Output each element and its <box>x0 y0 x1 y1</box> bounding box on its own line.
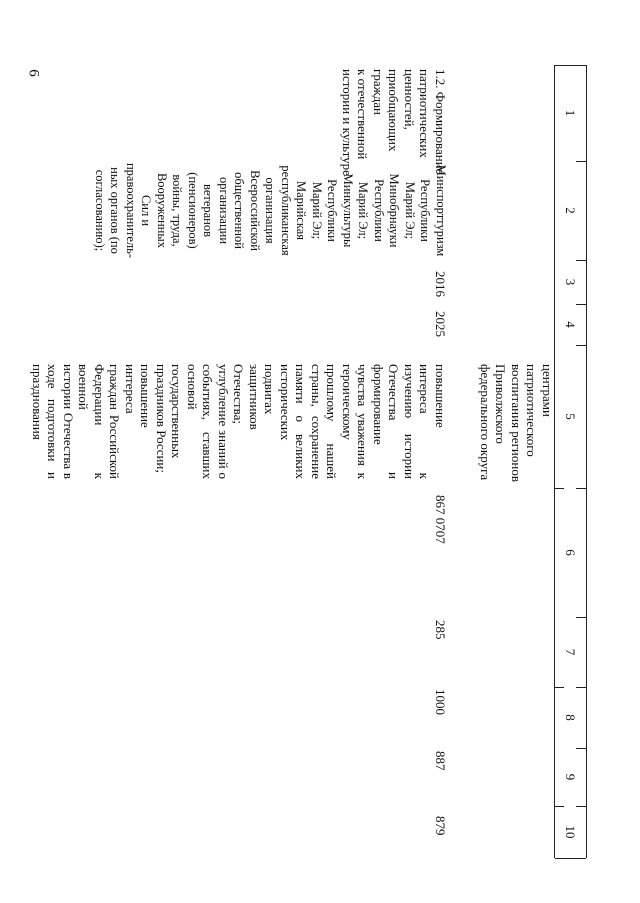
header-col-5: 5 <box>563 413 578 420</box>
text-line: изучению истории <box>402 364 417 479</box>
text-line: приобщающих <box>386 69 402 152</box>
header-col-9: 9 <box>563 773 578 781</box>
text-line: Марий Эл; <box>403 181 417 240</box>
header-col-7: 7 <box>563 648 578 656</box>
header-border-right <box>555 858 586 859</box>
text-line: Минобрнауки <box>387 173 402 248</box>
text-line: Федерации к военной <box>76 364 107 479</box>
text-line: государственных <box>169 364 185 459</box>
row-1-2-start-year: 2016 <box>433 271 448 297</box>
text-line: к отечественной <box>355 69 371 160</box>
text-line: празднования <box>30 364 45 440</box>
text-line: формирование <box>371 364 386 445</box>
text-line: организации <box>217 176 231 245</box>
text-line: федерального округа <box>478 364 493 481</box>
header-col-10: 10 <box>563 825 578 839</box>
text-line: исторических <box>278 364 293 441</box>
text-line: Марий Эл; <box>356 181 371 240</box>
text-line: праздников России; <box>154 364 169 473</box>
header-separator <box>555 488 564 489</box>
header-separator <box>576 260 586 261</box>
header-separator <box>576 345 586 346</box>
text-line: Минкультуры <box>341 173 355 248</box>
row-1-2-value-col7: 285 <box>433 620 448 640</box>
text-line: республиканская <box>279 165 293 256</box>
header-separator <box>555 806 564 807</box>
text-line: (пенсионеров) <box>186 172 200 249</box>
text-line: Республики <box>372 179 386 242</box>
text-line: повышение интереса к <box>417 364 448 479</box>
text-line: граждан Российской <box>107 364 123 479</box>
header-col-2: 2 <box>563 207 578 214</box>
table-header <box>554 65 587 858</box>
header-separator <box>555 687 564 688</box>
row-1-2-value-col10: 879 <box>433 816 448 836</box>
header-separator <box>576 488 586 489</box>
text-line: патриотических <box>417 69 433 158</box>
text-line: воспитания регионов <box>509 364 524 482</box>
text-line: основой <box>185 364 200 410</box>
rotated-table <box>30 65 587 858</box>
text-line: повышение интереса <box>123 364 154 428</box>
header-col-3: 3 <box>563 278 578 286</box>
row-1-2-total-funding: 867 0707 <box>433 495 448 544</box>
text-line: войны, труда, <box>170 174 185 247</box>
header-col-6: 6 <box>563 549 578 556</box>
row-1-2-expected-results <box>30 364 449 479</box>
text-line: ветеранов <box>201 183 216 238</box>
text-line: Всероссийской <box>248 170 262 251</box>
text-line: Республики <box>418 179 433 242</box>
text-line: героическому <box>340 364 355 440</box>
text-line: центрами <box>540 364 555 417</box>
text-line: углубление знаний о <box>216 364 231 479</box>
text-line: ценностей, <box>402 69 417 130</box>
text-line: согласованию); <box>93 169 107 252</box>
text-line: чувства уважения к <box>355 364 371 479</box>
text-line: ходе подготовки и <box>45 364 61 479</box>
text-line: патриотического <box>524 364 540 457</box>
text-line: Республики <box>325 179 340 242</box>
text-line: Марий Эл; <box>310 181 324 240</box>
row-1-2-value-col9: 887 <box>433 751 448 771</box>
text-line: Марийская <box>294 180 309 241</box>
text-line: Минспорттуризм <box>434 164 448 257</box>
header-separator <box>576 806 586 807</box>
header-separator <box>576 617 586 618</box>
row-1-2-end-year: 2025 <box>433 311 448 337</box>
header-col-8: 8 <box>563 714 578 721</box>
text-line: Вооруженных <box>155 172 169 249</box>
text-line: Отечества; <box>231 364 247 424</box>
text-line: Отечества и <box>386 364 402 479</box>
text-line: страны, сохранение <box>309 364 324 479</box>
text-line: организация <box>263 177 278 244</box>
header-separator <box>576 304 586 305</box>
row-1-2-executors <box>92 161 449 260</box>
text-line: подвигах защитников <box>247 364 278 430</box>
row-1-2-goal <box>340 69 449 174</box>
header-col-4: 4 <box>563 321 578 328</box>
header-separator <box>576 687 586 688</box>
text-line: Приволжского <box>493 364 509 444</box>
text-line: истории Отечества в <box>61 364 76 479</box>
text-line: событиях, ставших <box>200 364 216 479</box>
text-line: прошлому нашей <box>324 364 340 479</box>
text-line: 1.2. Формирование <box>433 69 448 175</box>
table-body <box>30 65 556 858</box>
header-border-left <box>555 65 586 66</box>
page-number: 6 <box>25 69 42 77</box>
text-line: ных органов (по <box>108 167 123 254</box>
text-line: истории и культуре <box>340 69 355 176</box>
text-line: общественной <box>232 172 247 249</box>
text-line: правоохранитель- <box>124 162 138 259</box>
continuation-col5 <box>478 364 556 482</box>
row-1-2-value-col8: 1000 <box>433 689 448 715</box>
text-line: граждан <box>371 69 386 115</box>
header-separator <box>576 748 586 749</box>
header-separator <box>576 161 586 162</box>
header-col-1: 1 <box>563 109 578 117</box>
text-line: Сил и <box>139 194 154 227</box>
text-line: памяти о великих <box>293 364 309 479</box>
